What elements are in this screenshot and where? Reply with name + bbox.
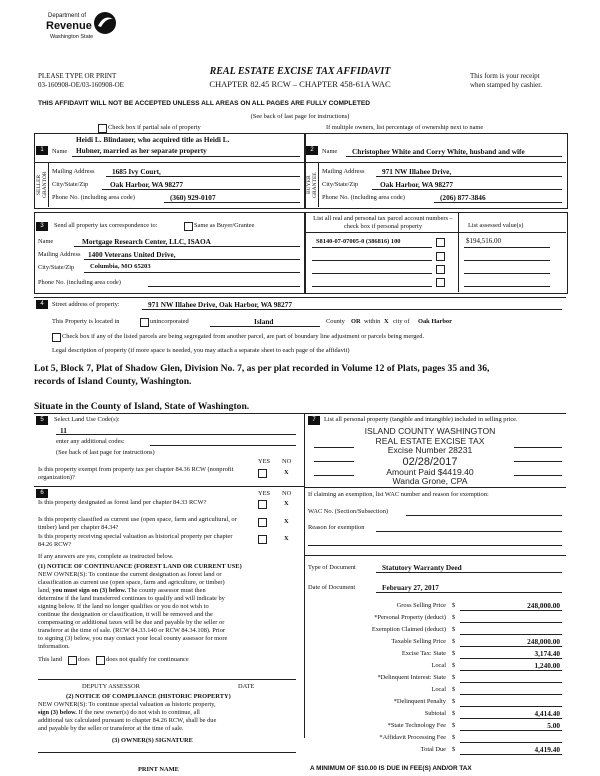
s6-yes: YES (258, 490, 271, 497)
section-5-badge: 5 (36, 416, 48, 425)
seller-mailing-label: Mailing Address (52, 168, 95, 175)
corr-mailing-value[interactable]: 1400 Veterans United Drive, (88, 250, 176, 259)
corr-mailing-label: Mailing Address (38, 251, 81, 258)
notice-2-l3: additional tax calculated pursuant to chapter 84.26 RCW, shall be due (38, 717, 217, 724)
section-7-badge: 7 (308, 416, 320, 425)
minimum-fee-note: A MINIMUM OF $10.00 IS DUE IN FEE(S) AND/OR TAX (310, 765, 472, 772)
fin-currency-7: $ (452, 686, 456, 693)
page-title: REAL ESTATE EXCISE TAX AFFIDAVIT (209, 66, 391, 77)
correspondence-label: Send all property tax correspondence to: (54, 222, 158, 229)
within-x-mark[interactable]: X (384, 318, 389, 325)
legal-label: Legal description of property (if more space is needed, you may attach a separate sheet to each page of the affidavit) (52, 347, 350, 354)
warning: THIS AFFIDAVIT WILL NOT BE ACCEPTED UNLESS ALL AREAS ON ALL PAGES ARE FULLY COMPLETED (38, 100, 371, 107)
section-4-badge: 4 (36, 300, 48, 309)
doc-type-label: Type of Document (308, 564, 356, 571)
does-label: does (78, 656, 90, 663)
buyer-city-value[interactable]: Oak Harbor, WA 98277 (380, 180, 453, 189)
fin-currency-10: $ (452, 722, 456, 729)
parcels-header: List all real and personal tax parcel account numbers – check box if personal property (313, 215, 453, 230)
s6-no: NO (282, 490, 292, 497)
legal-line-2: records of Island County, Washington. (34, 376, 192, 387)
notice-1-l4: determine if the land transferred continues to qualify and will indicate by (38, 595, 225, 602)
partial-sale-label: Check box if partial sale of property (108, 124, 201, 131)
does-checkbox[interactable] (68, 656, 77, 665)
fin-label-12: Total Due (420, 746, 446, 753)
fin-value-0[interactable]: 248,000.00 (527, 601, 560, 610)
fin-value-10[interactable]: 5.00 (547, 721, 560, 730)
receipt-note-1: This form is your receipt (470, 72, 540, 80)
segregated-label: Check box if any of the listed parcels are being segregated from another parcel, are part of boundary line adjustment or parcels being merged. (62, 333, 425, 340)
partial-sale-checkbox[interactable] (98, 124, 107, 133)
parcel-4-checkbox[interactable] (436, 278, 445, 287)
buyer-mailing-value[interactable]: 971 NW Illahee Drive, (382, 167, 452, 176)
see-back-instructions: (See back of last page for instructions) (250, 113, 350, 120)
corr-city-value[interactable]: Columbia, MO 65203 (90, 263, 151, 270)
fin-label-9: Subtotal (424, 710, 446, 717)
buyer-mailing-label: Mailing Address (322, 168, 365, 175)
section-1-badge: 1 (36, 146, 48, 155)
stamp-line-3: Excise Number 28231 (387, 445, 473, 455)
land-use-see-back: (See back of last page for instructions) (56, 449, 155, 456)
current-use-yes-checkbox[interactable] (258, 518, 267, 527)
notice-1-l8: transferor at the time of sale. (RCW 84.33.140 or RCW 84.34.108). Prior (38, 627, 226, 634)
same-as-buyer-checkbox[interactable] (184, 222, 193, 231)
corr-phone-label: Phone No. (including area code) (38, 279, 121, 286)
forest-question: Is this property designated as forest land per chapter 84.33 RCW? (38, 499, 207, 506)
fin-currency-6: $ (452, 674, 456, 681)
assessed-value-header: List assessed value(s) (468, 222, 524, 229)
buyer-phone-value[interactable]: (206) 877-3846 (440, 193, 486, 202)
parcel-3-checkbox[interactable] (436, 265, 445, 274)
chapters: CHAPTER 82.45 RCW – CHAPTER 458-61A WAC (209, 79, 391, 89)
seller-phone-value[interactable]: (360) 929-0107 (170, 193, 216, 202)
fin-currency-8: $ (452, 698, 456, 705)
seller-name-line2[interactable]: Hubner, married as her separate property (76, 146, 207, 155)
personal-property-label: List all personal property (tangible and intangible) included in selling price. (324, 416, 518, 423)
within-label: within (364, 318, 381, 325)
fin-value-4[interactable]: 3,174.40 (534, 649, 560, 658)
parcel-1-checkbox[interactable] (436, 238, 445, 247)
section-6-badge: 6 (36, 489, 48, 498)
buyer-name-value[interactable]: Christopher White and Corry White, husband and wife (352, 147, 525, 156)
parcel-2-checkbox[interactable] (436, 252, 445, 261)
notice-1-l1: NEW OWNER(S): To continue the current designation as forest land or (38, 571, 222, 578)
notice-1-l7: compensating or additional taxes will be due and payable by the seller or (38, 619, 225, 626)
exemption-label: If claiming an exemption, list WAC number and reason for exemption: (308, 491, 489, 498)
parcel-1-value[interactable]: $194,516.00 (466, 237, 501, 245)
print-name-label: PRINT NAME (138, 766, 179, 773)
fin-label-11: *Affidavit Processing Fee (379, 734, 446, 741)
notice-1-title: (1) NOTICE OF CONTINUANCE (FOREST LAND OR CURRENT USE) (38, 563, 242, 570)
notice-1-l9: to signing (3) below, you may contact your local county assessor for more (38, 635, 228, 642)
current-use-no-x[interactable]: X (284, 518, 289, 525)
dor-swoosh-icon (92, 10, 118, 36)
fin-currency-11: $ (452, 734, 456, 741)
corr-name-label: Name (38, 238, 54, 245)
notice-1-l10: information. (38, 643, 70, 650)
fin-currency-4: $ (452, 650, 456, 657)
fin-value-3[interactable]: 248,000.00 (527, 637, 560, 646)
if-any-yes: If any answers are yes, complete as instructed below. (38, 553, 174, 560)
please-type: PLEASE TYPE OR PRINT (38, 72, 117, 80)
dor-logo (36, 12, 126, 52)
county-suffix: County (326, 318, 345, 325)
does-not-label: does not qualify for continuance (106, 656, 189, 663)
fin-label-4: Excise Tax: State (401, 650, 446, 657)
fin-label-7: Local (431, 686, 446, 693)
seller-name-label: Name (52, 148, 68, 155)
exempt-no-x[interactable]: X (284, 469, 289, 476)
fin-currency-3: $ (452, 638, 456, 645)
city-value[interactable]: Oak Harbor (418, 318, 452, 325)
notice-2-l4: and payable by the seller or transferor at the time of sale. (38, 725, 184, 732)
stamp-line-2: REAL ESTATE EXCISE TAX (375, 435, 485, 446)
city-of-label: city of (393, 318, 410, 325)
historic-question: Is this property receiving special valuation as historical property per chapter 84.26 RCW? (38, 533, 233, 548)
fin-label-1: *Personal Property (deduct) (374, 614, 446, 621)
historic-no-x[interactable]: X (284, 535, 289, 542)
buyer-phone-label: Phone No. (including area code) (322, 194, 405, 201)
logo-dept-state: Washington State (50, 34, 94, 40)
logo-dept-small: Department of (48, 13, 87, 19)
doc-date-value[interactable]: February 27, 2017 (382, 583, 439, 592)
seller-name-line1[interactable]: Heidi L. Blindauer, who acquired title as Heidi L. (76, 135, 230, 144)
street-label: Street address of property: (52, 301, 120, 308)
fin-label-0: Gross Selling Price (396, 602, 446, 609)
notice-1-l5: signing below. If the land no longer qualifies or you do not wish to (38, 603, 209, 610)
stamp-line-5: Amount Paid $4419.40 (386, 466, 474, 477)
receipt-note-2: when stamped by cashier. (470, 81, 542, 89)
forest-yes-checkbox[interactable] (258, 500, 267, 509)
exempt-yes-checkbox[interactable] (258, 469, 267, 478)
fin-label-3: Taxable Selling Price (391, 638, 446, 645)
stamp-line-4: 02/28/2017 (402, 455, 458, 468)
stamp-line-1: ISLAND COUNTY WASHINGTON (364, 426, 496, 436)
historic-yes-checkbox[interactable] (258, 535, 267, 544)
stamp-line-6: Wanda Grone, CPA (392, 476, 468, 486)
unincorporated-checkbox[interactable] (140, 318, 149, 327)
land-use-code[interactable]: 11 (60, 426, 67, 435)
segregated-checkbox[interactable] (52, 333, 61, 342)
multiple-owners-note: If multiple owners, list percentage of ownership next to name (326, 124, 484, 131)
recording-stamp (350, 427, 510, 487)
unincorporated-label: unincorporated (150, 318, 189, 325)
exempt-question: Is this property exempt from property tax per chapter 84.36 RCW (nonprofit organization)? (38, 466, 234, 481)
date-label: DATE (238, 683, 255, 690)
same-as-buyer-label: Same as Buyer/Grantee (194, 222, 255, 229)
notice-1-l3: land, you must sign on (3) below. The county assessor must then (38, 587, 206, 594)
fin-currency-1: $ (452, 614, 456, 621)
current-use-question: Is this property classified as current use (open space, farm and agricultural, or timber) land per chapter 84.34? (38, 516, 237, 531)
fin-currency-2: $ (452, 626, 456, 633)
corr-name-value[interactable]: Mortgage Research Center, LLC, ISAOA (82, 237, 211, 246)
fin-currency-0: $ (452, 602, 456, 609)
located-label: This Property is located in (52, 318, 120, 325)
fin-label-5: Local (431, 662, 446, 669)
reason-label: Reason for exemption (308, 524, 365, 531)
legal-line-1: Lot 5, Block 7, Plat of Shadow Glen, Division No. 7, as per plat recorded in Volume 12 of Plats, pages 35 and 36, (34, 363, 490, 374)
doc-date-label: Date of Document (308, 584, 356, 591)
land-use-no: NO (282, 458, 292, 465)
owner-signature-label: (3) OWNER(S) SIGNATURE (112, 737, 193, 744)
fin-value-12[interactable]: 4,419.40 (534, 745, 560, 754)
logo-dept-big: Revenue (46, 20, 92, 32)
section-2-badge: 2 (306, 146, 318, 155)
situate-line: Situate in the County of Island, State of Washington. (34, 401, 250, 412)
land-does-label: This land (38, 656, 62, 663)
buyer-city-label: City/State/Zip (322, 181, 359, 188)
fin-label-8: *Delinquent Penalty (393, 698, 446, 705)
seller-phone-label: Phone No. (including area code) (52, 194, 135, 201)
fin-label-6: *Delinquent Interest: State (377, 674, 446, 681)
deputy-assessor-label: DEPUTY ASSESSOR (82, 683, 140, 690)
buyer-name-label: Name (322, 148, 338, 155)
fin-label-2: Exemption Claimed (deduct) (371, 626, 446, 633)
buyer-side-label: BUYER GRANTEE (306, 172, 318, 198)
seller-city-value[interactable]: Oak Harbor, WA 98277 (110, 180, 183, 189)
county-value[interactable]: Island (254, 317, 274, 326)
notice-2-l2: sign (3) below. If the new owner(s) do not wish to continue, all (38, 709, 200, 716)
land-use-yes: YES (258, 458, 271, 465)
land-use-label: Select Land Use Code(s): (54, 416, 120, 423)
seller-side-label: SELLER GRANTOR (36, 171, 48, 199)
fin-value-9[interactable]: 4,414.40 (534, 709, 560, 718)
additional-codes-label: enter any additional codes: (56, 438, 125, 445)
doc-type-value[interactable]: Statutory Warranty Deed (382, 563, 462, 572)
corr-city-label: City/State/Zip (38, 264, 75, 271)
seller-city-label: City/State/Zip (52, 181, 89, 188)
notice-1-l2: classification as current use (open space, farm and agriculture, or timber) (38, 579, 225, 586)
parcel-1-number[interactable]: S8140-07-07005-0 (386816) 100 (316, 238, 401, 245)
street-value[interactable]: 971 NW Illahee Drive, Oak Harbor, WA 98277 (148, 300, 292, 309)
notice-1-l6: continue the designation or classification, it will be removed and the (38, 611, 213, 618)
does-not-checkbox[interactable] (96, 656, 105, 665)
seller-mailing-value[interactable]: 1685 Ivy Court, (112, 167, 161, 176)
wac-label: WAC No. (Section/Subsection) (308, 508, 389, 515)
or-label: OR (351, 318, 361, 325)
form-number: 03-160908-OE/03-160908-OE (38, 81, 124, 89)
fin-currency-5: $ (452, 662, 456, 669)
fin-currency-9: $ (452, 710, 456, 717)
forest-no-x[interactable]: X (284, 500, 289, 507)
notice-2-title: (2) NOTICE OF COMPLIANCE (HISTORIC PROPERTY) (66, 693, 231, 700)
fin-label-10: *State Technology Fee (387, 722, 446, 729)
fin-currency-12: $ (452, 746, 456, 753)
fin-value-5[interactable]: 1,240.00 (534, 661, 560, 670)
notice-2-l1: NEW OWNER(S): To continue special valuation as historic property, (38, 701, 216, 708)
section-3-badge: 3 (36, 222, 48, 231)
